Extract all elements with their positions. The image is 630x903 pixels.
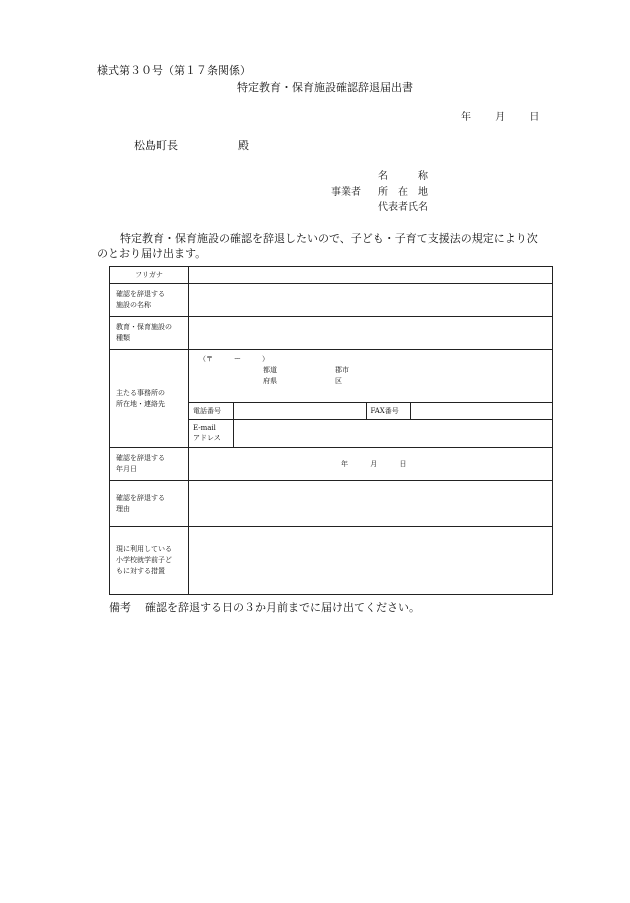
facility-name-field[interactable] [189, 284, 553, 317]
facility-type-label: 教育・保育施設の 種類 [110, 317, 189, 350]
day-label: 日 [529, 112, 540, 123]
prefecture-label-bottom: 府県 [263, 377, 277, 385]
withdrawal-year-label: 年 [341, 460, 348, 468]
applicant-address-label: 所 在 地 [378, 187, 428, 198]
applicant-rep-label: 代表者氏名 [378, 202, 428, 213]
addressee-name: 松島町長 [134, 139, 178, 152]
note-text: 確認を辞退する日の３か月前までに届け出てください。 [145, 601, 420, 614]
phone-field[interactable] [233, 402, 366, 419]
withdrawal-date-field[interactable] [189, 448, 553, 481]
prefecture-label-top: 都道 [263, 366, 277, 374]
applicant-group-label: 事業者 [331, 187, 361, 198]
withdrawal-day-label: 日 [399, 460, 407, 468]
addressee-honorific: 殿 [238, 139, 249, 152]
furigana-label: フリガナ [110, 267, 189, 284]
facility-name-label: 確認を辞退する 施設の名称 [110, 284, 189, 317]
office-location-cell [189, 350, 553, 448]
note-label: 備考 [109, 601, 131, 614]
email-label: E-mail アドレス [189, 419, 233, 447]
withdrawal-month-label: 月 [370, 460, 378, 468]
address-field[interactable] [189, 350, 552, 402]
city-label-top: 郡市 [335, 366, 349, 374]
furigana-field[interactable] [189, 267, 553, 284]
fax-field[interactable] [410, 402, 552, 419]
month-label: 月 [495, 112, 506, 123]
email-field[interactable] [233, 419, 552, 447]
body-text-line2: のとおり届け出ます。 [97, 247, 207, 260]
postal-code-placeholder: （〒 ー ） [199, 355, 269, 363]
date-line [461, 111, 539, 124]
fax-label: FAX番号 [366, 402, 410, 419]
body-text-line1: 特定教育・保育施設の確認を辞退したいので、子ども・子育て支援法の規定により次 [120, 232, 538, 245]
current-children-measures-label: 現に利用している 小学校就学前子ど もに対する措置 [110, 527, 189, 595]
facility-type-field[interactable] [189, 317, 553, 350]
withdrawal-date-parts [341, 459, 406, 469]
year-label: 年 [461, 112, 471, 123]
office-sub-table [189, 350, 552, 447]
form-number: 様式第３０号（第１７条関係） [97, 64, 251, 77]
withdrawal-reason-label: 確認を辞退する 理由 [110, 481, 189, 527]
phone-label: 電話番号 [189, 402, 233, 419]
applicant-name-label: 名 称 [378, 171, 428, 182]
document-title: 特定教育・保育施設確認辞退届出書 [237, 81, 413, 94]
city-label-bottom: 区 [335, 377, 342, 385]
withdrawal-date-label: 確認を辞退する 年月日 [110, 448, 189, 481]
current-children-measures-field[interactable] [189, 527, 553, 595]
withdrawal-reason-field[interactable] [189, 481, 553, 527]
office-location-label: 主たる事務所の 所在地・連絡先 [110, 350, 189, 448]
application-form-table [109, 266, 553, 595]
